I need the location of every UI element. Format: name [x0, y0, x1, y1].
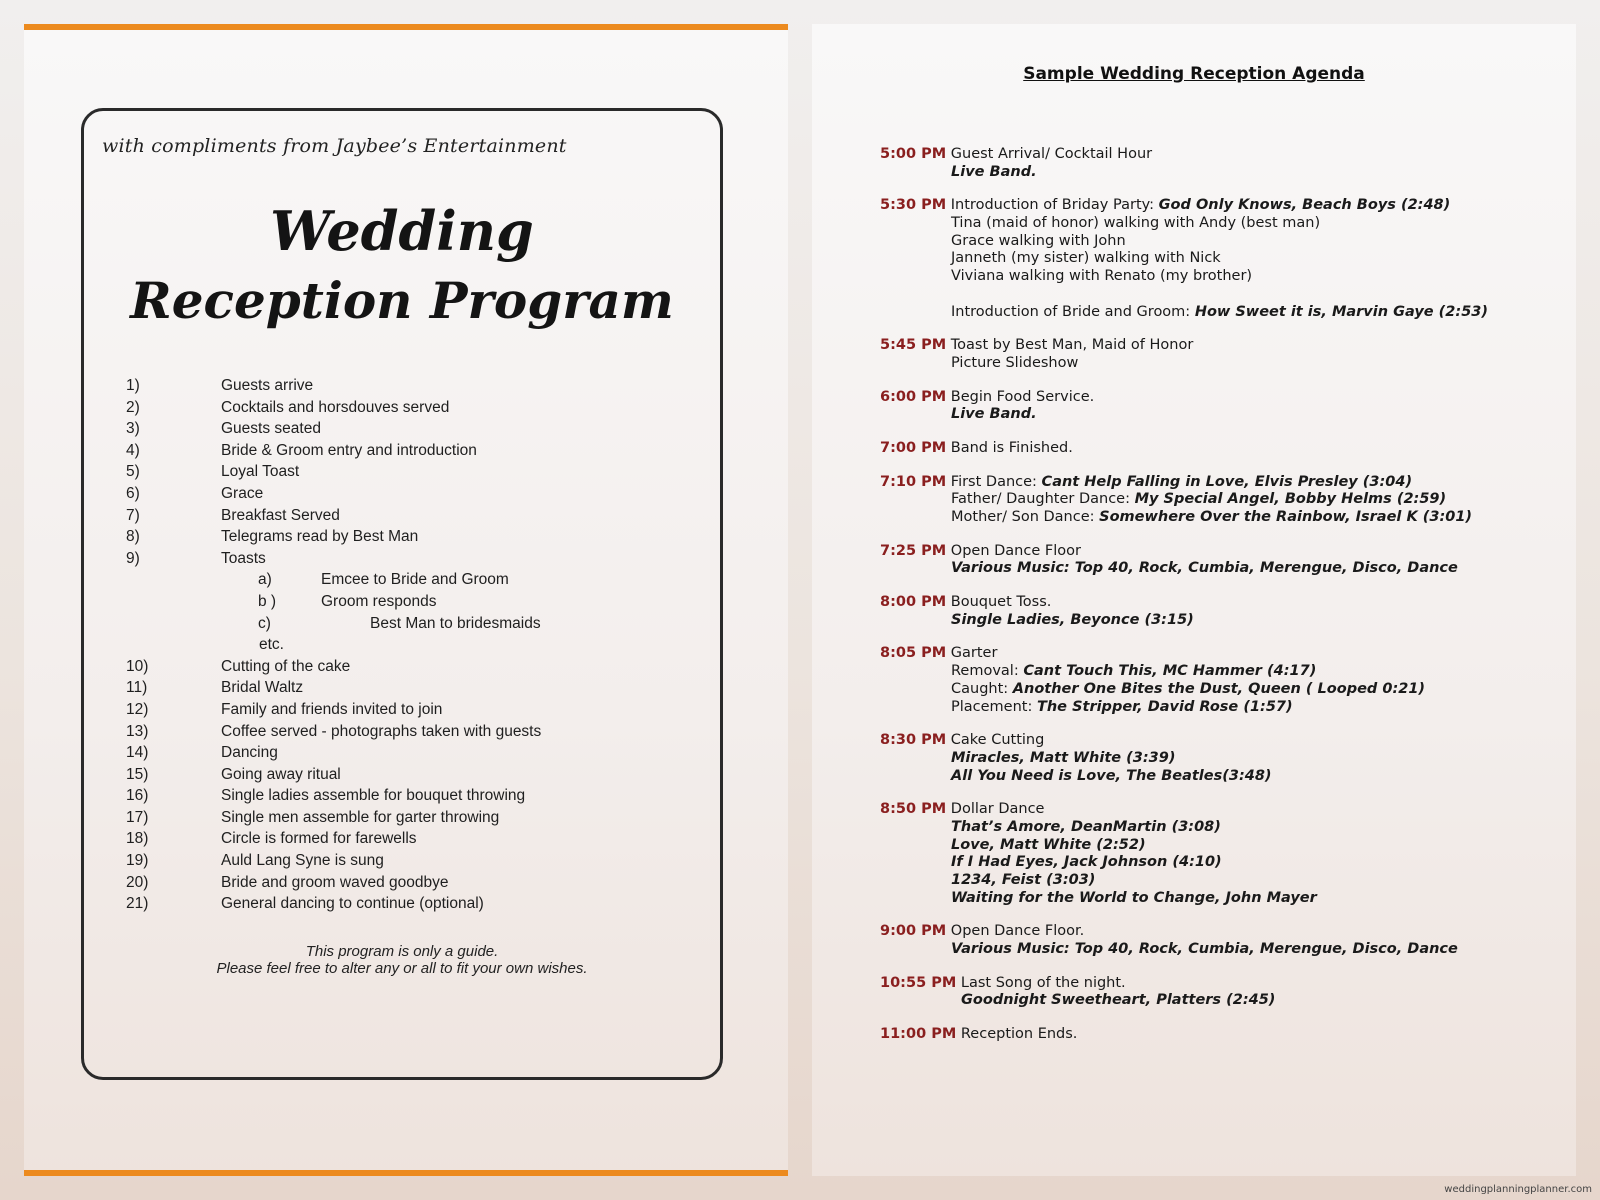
item-text: Breakfast Served	[221, 506, 340, 524]
agenda-line	[880, 645, 1570, 663]
sub-list-etc	[126, 634, 706, 656]
agenda-time: 5:30 PM	[880, 197, 947, 214]
agenda-line	[880, 440, 1570, 458]
item-text: Cocktails and horsdouves served	[221, 398, 450, 416]
agenda-line	[880, 1026, 1570, 1044]
item-text: Single men assemble for garter throwing	[221, 808, 500, 826]
agenda-time: 6:00 PM	[880, 388, 947, 405]
agenda-detail: Introduction of Bride and Groom:	[951, 303, 1195, 320]
agenda-block-725	[880, 543, 1570, 578]
sub-list-item	[126, 613, 706, 635]
agenda-event: Open Dance Floor	[946, 542, 1081, 559]
etc-text: etc.	[259, 636, 284, 654]
list-item	[126, 461, 706, 483]
list-item	[126, 397, 706, 419]
agenda-song: The Stripper, David Rose (1:57)	[1036, 698, 1293, 715]
agenda-block-1055	[880, 975, 1570, 1010]
item-text: Guests arrive	[221, 377, 314, 394]
list-item	[126, 850, 706, 872]
agenda-line	[880, 337, 1570, 355]
agenda-event: Last Song of the night.	[956, 974, 1126, 991]
bottom-accent-bar	[24, 1170, 788, 1176]
list-item	[126, 721, 706, 743]
list-item	[126, 483, 706, 505]
agenda-line	[880, 509, 1570, 527]
agenda-line	[880, 594, 1570, 612]
agenda-title: Sample Wedding Reception Agenda	[1023, 64, 1365, 84]
item-number: 13)	[126, 722, 149, 740]
agenda-time: 8:05 PM	[880, 645, 947, 662]
item-text: Bride and groom waved goodbye	[221, 873, 449, 891]
agenda-song: All You Need is Love, The Beatles(3:48)	[951, 767, 1272, 784]
agenda-line	[880, 215, 1570, 233]
item-number: 3)	[126, 420, 140, 438]
agenda-line	[880, 923, 1570, 941]
agenda-line	[880, 491, 1570, 509]
agenda-song: Somewhere Over the Rainbow, Israel K (3:01)	[1099, 509, 1473, 525]
agenda-line	[880, 890, 1570, 908]
agenda-block-1100	[880, 1026, 1570, 1044]
item-number: 9)	[126, 549, 140, 567]
agenda-line	[880, 992, 1570, 1010]
agenda-event: Cake Cutting	[946, 732, 1045, 749]
agenda-line	[880, 197, 1570, 215]
item-number: 16)	[126, 787, 149, 805]
list-item	[126, 764, 706, 786]
sub-item-text: Groom responds	[321, 592, 437, 610]
program-title-line1: Wedding	[270, 199, 534, 263]
agenda-event: Guest Arrival/ Cocktail Hour	[946, 146, 1153, 162]
item-text: Loyal Toast	[221, 463, 300, 481]
item-text: Grace	[221, 484, 264, 502]
item-text: Coffee served - photographs taken with guests	[221, 722, 542, 740]
agenda-line	[880, 801, 1570, 819]
agenda-time: 8:30 PM	[880, 732, 947, 749]
agenda-song: Cant Help Falling in Love, Elvis Presley (3:04)	[1041, 473, 1413, 490]
sub-list-item	[126, 591, 706, 613]
agenda-line	[880, 768, 1570, 786]
item-number: 1)	[126, 377, 140, 394]
list-item	[126, 872, 706, 894]
agenda-block-500	[880, 146, 1570, 181]
list-item	[126, 893, 706, 915]
agenda-time: 8:50 PM	[880, 801, 947, 818]
list-item	[126, 828, 706, 850]
agenda-detail: Tina (maid of honor) walking with Andy (best man)	[951, 215, 1321, 232]
item-number: 4)	[126, 441, 140, 459]
item-text: Single ladies assemble for bouquet throwing	[221, 787, 526, 805]
item-number: 17)	[126, 808, 149, 826]
agenda-song: Single Ladies, Beyonce (3:15)	[951, 611, 1194, 628]
agenda-block-530	[880, 197, 1570, 321]
agenda-event: Introduction of Briday Party:	[946, 197, 1159, 214]
item-text: Cutting of the cake	[221, 657, 351, 675]
item-number: 12)	[126, 700, 149, 718]
agenda-song: How Sweet it is, Marvin Gaye (2:53)	[1194, 303, 1488, 320]
agenda-song: God Only Knows, Beach Boys (2:48)	[1158, 197, 1451, 214]
agenda-line	[880, 304, 1570, 322]
agenda-event: Reception Ends.	[956, 1026, 1078, 1043]
agenda-song: Waiting for the World to Change, John Mayer	[951, 889, 1317, 906]
agenda-line	[880, 699, 1570, 717]
agenda-time: 5:00 PM	[880, 146, 947, 162]
item-number: 21)	[126, 895, 149, 913]
item-text: Telegrams read by Best Man	[221, 528, 419, 546]
list-item	[126, 526, 706, 548]
list-item	[126, 742, 706, 764]
program-card	[81, 108, 723, 1080]
agenda-event: First Dance:	[946, 473, 1042, 490]
item-number: 19)	[126, 852, 149, 870]
sub-item-text: Emcee to Bride and Groom	[321, 571, 509, 589]
agenda-detail: Caught:	[951, 680, 1013, 697]
item-text: Guests seated	[221, 420, 321, 438]
item-text: Toasts	[221, 549, 266, 567]
agenda-time: 10:55 PM	[880, 974, 957, 991]
agenda-line	[880, 941, 1570, 959]
list-item	[126, 548, 706, 570]
agenda-page	[812, 24, 1576, 1176]
item-number: 11)	[126, 679, 148, 697]
agenda-song: That’s Amore, DeanMartin (3:08)	[951, 818, 1221, 835]
agenda-time: 5:45 PM	[880, 337, 947, 354]
compliments-line: with compliments from Jaybee’s Entertainment	[102, 135, 567, 157]
sub-item-text: Best Man to bridesmaids	[370, 614, 541, 632]
agenda-detail: Janneth (my sister) walking with Nick	[951, 250, 1221, 267]
program-list	[126, 375, 706, 915]
agenda-block-830	[880, 732, 1570, 785]
agenda-line	[880, 612, 1570, 630]
agenda-line	[880, 355, 1570, 373]
item-text: Family and friends invited to join	[221, 700, 443, 718]
sub-item-letter: a)	[258, 571, 272, 589]
program-title-line2: Reception Program	[130, 271, 674, 330]
agenda-line	[880, 837, 1570, 855]
agenda-line	[880, 250, 1570, 268]
agenda-detail: Father/ Daughter Dance:	[951, 491, 1135, 508]
item-number: 6)	[126, 484, 140, 502]
program-page	[24, 24, 788, 1176]
item-number: 14)	[126, 744, 149, 762]
agenda-song: My Special Angel, Bobby Helms (2:59)	[1134, 491, 1447, 508]
agenda-song: If I Had Eyes, Jack Johnson (4:10)	[951, 854, 1222, 871]
agenda-line	[880, 474, 1570, 492]
agenda-song: Miracles, Matt White (3:39)	[951, 749, 1176, 766]
agenda-time: 8:00 PM	[880, 594, 947, 611]
sub-item-letter: c)	[258, 614, 271, 632]
agenda-music: Various Music: Top 40, Rock, Cumbia, Merengue, Disco, Dance	[951, 560, 1458, 577]
item-text: Going away ritual	[221, 765, 341, 783]
agenda-event: Garter	[946, 645, 998, 662]
list-item	[126, 440, 706, 462]
agenda-song: 1234, Feist (3:03)	[951, 872, 1096, 888]
agenda-song: Love, Matt White (2:52)	[951, 836, 1146, 853]
agenda-time: 7:10 PM	[880, 473, 947, 490]
agenda-block-700	[880, 440, 1570, 458]
agenda-line	[880, 560, 1570, 578]
agenda-song: Cant Touch This, MC Hammer (4:17)	[1023, 663, 1317, 680]
item-number: 8)	[126, 528, 140, 546]
item-text: Bride & Groom entry and introduction	[221, 441, 477, 459]
agenda-line	[880, 872, 1570, 890]
list-item	[126, 375, 706, 397]
agenda-time: 7:00 PM	[880, 439, 947, 456]
agenda-block-600	[880, 389, 1570, 424]
agenda-line	[880, 681, 1570, 699]
item-number: 18)	[126, 830, 149, 848]
agenda-line	[880, 268, 1570, 286]
list-item	[126, 699, 706, 721]
item-text: General dancing to continue (optional)	[221, 895, 484, 913]
agenda-block-545	[880, 337, 1570, 372]
agenda-detail: Picture Slideshow	[951, 354, 1079, 371]
agenda-line	[880, 819, 1570, 837]
agenda-block-805	[880, 645, 1570, 716]
item-text: Bridal Waltz	[221, 679, 304, 697]
agenda-line	[880, 164, 1570, 182]
agenda-song: Another One Bites the Dust, Queen ( Looped 0:21)	[1012, 680, 1426, 697]
agenda-time: 7:25 PM	[880, 542, 947, 559]
agenda-line	[880, 732, 1570, 750]
agenda-line	[880, 854, 1570, 872]
agenda-time: 9:00 PM	[880, 923, 947, 940]
agenda-detail: Grace walking with John	[951, 232, 1126, 249]
agenda-time: 11:00 PM	[880, 1026, 957, 1043]
agenda-detail: Viviana walking with Renato (my brother)	[951, 268, 1253, 285]
program-footnote-line1: This program is only a guide.	[305, 943, 499, 960]
agenda-event: Band is Finished.	[946, 439, 1073, 456]
item-text: Dancing	[221, 744, 278, 762]
program-footnote-line2: Please feel free to alter any or all to fit your own wishes.	[216, 960, 588, 977]
item-number: 20)	[126, 873, 149, 891]
agenda-event: Begin Food Service.	[946, 388, 1095, 405]
agenda-line	[880, 389, 1570, 407]
item-number: 5)	[126, 463, 140, 481]
agenda-line	[880, 975, 1570, 993]
list-item	[126, 677, 706, 699]
list-item	[126, 785, 706, 807]
agenda-music: Various Music: Top 40, Rock, Cumbia, Merengue, Disco, Dance	[951, 941, 1458, 958]
item-text: Circle is formed for farewells	[221, 830, 417, 848]
agenda-event: Dollar Dance	[946, 801, 1045, 818]
site-watermark: weddingplanningplanner.com	[1444, 1184, 1592, 1195]
agenda-line	[880, 233, 1570, 251]
agenda-block-900	[880, 923, 1570, 958]
agenda-music: Live Band.	[951, 406, 1037, 423]
item-number: 2)	[126, 398, 140, 416]
item-number: 10)	[126, 657, 149, 675]
agenda-event: Open Dance Floor.	[946, 923, 1085, 940]
agenda-event: Bouquet Toss.	[946, 594, 1052, 611]
spacer	[880, 286, 1570, 304]
agenda-block-850	[880, 801, 1570, 907]
list-item	[126, 656, 706, 678]
agenda-song: Goodnight Sweetheart, Platters (2:45)	[961, 992, 1276, 1009]
agenda-block-710	[880, 474, 1570, 527]
item-number: 15)	[126, 765, 149, 783]
agenda-line	[880, 750, 1570, 768]
item-number: 7)	[126, 506, 140, 524]
list-item	[126, 807, 706, 829]
agenda-block-800	[880, 594, 1570, 629]
agenda-line	[880, 146, 1570, 164]
agenda-event: Toast by Best Man, Maid of Honor	[946, 337, 1194, 354]
agenda-line	[880, 406, 1570, 424]
agenda-detail: Removal:	[951, 663, 1024, 680]
top-accent-bar	[24, 24, 788, 30]
sub-item-letter: b )	[258, 592, 277, 610]
agenda-line	[880, 543, 1570, 561]
agenda-detail: Placement:	[951, 698, 1037, 715]
agenda-music: Live Band.	[951, 163, 1037, 180]
item-text: Auld Lang Syne is sung	[221, 852, 384, 870]
agenda-list	[880, 146, 1570, 1060]
agenda-line	[880, 663, 1570, 681]
list-item	[126, 505, 706, 527]
agenda-detail: Mother/ Son Dance:	[951, 509, 1100, 525]
sub-list-item	[126, 569, 706, 591]
list-item	[126, 418, 706, 440]
